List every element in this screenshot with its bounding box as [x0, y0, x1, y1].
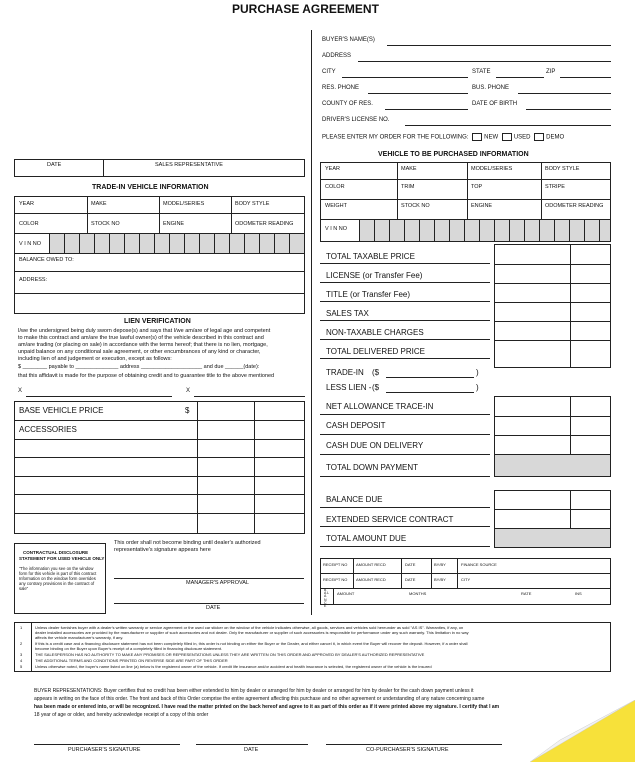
manager-date-label: DATE [206, 605, 221, 611]
net-allowance-label: NET ALLOWANCE TRACE-IN [326, 402, 434, 411]
term-text: dealer installed accessories are provided by the manufacturer or supplier of such accessories and not dealer. Only the manufacturer or supplier of such accessories is responsible for performance under any such warranty. This limitation in no way [35, 630, 469, 635]
cash-due-label: CASH DUE ON DELIVERY [326, 441, 424, 450]
receipts-table [320, 558, 611, 609]
row-line [495, 340, 610, 341]
manager-note: representative's signature appears here [114, 547, 211, 553]
col-line [231, 197, 232, 233]
model-cell[interactable]: MODEL/SERIES [471, 166, 513, 172]
license-fee-label: LICENSE (or Transfer Fee) [326, 271, 423, 280]
odometer-cell[interactable]: ODOMETER READING [545, 203, 604, 209]
tradein-vin-cells[interactable] [49, 234, 304, 253]
cash-deposit-label: CASH DEPOSIT [326, 421, 386, 430]
disclosure-title: CONTRACTUAL DISCLOSURE [23, 550, 89, 555]
sales-tax-label: SALES TAX [326, 309, 369, 318]
manager-signature-line[interactable] [114, 578, 304, 579]
disclosure-line: any contrary provisions in the contract of [19, 581, 95, 586]
row-line [495, 509, 610, 510]
accessories-label: ACCESSORIES [19, 425, 77, 434]
tradein-heading: TRADE-IN VEHICLE INFORMATION [92, 184, 209, 191]
county-field[interactable] [385, 109, 468, 110]
disclosure-subtitle: STATEMENT FOR USED VEHICLE ONLY [19, 556, 105, 561]
order-prompt-row [322, 133, 564, 141]
tradein-amount-field[interactable] [386, 377, 474, 378]
dob-field[interactable] [526, 109, 611, 110]
make-cell[interactable]: MAKE [401, 166, 417, 172]
term-text: THE ADDITIONAL TERMS AND CONDITIONS PRINTED ON REVERSE SIDE ARE PART OF THIS ORDER [35, 658, 228, 663]
lien-line: unpaid balance on any conditional sale agreement, or other encumbrances of any kind or character, [18, 349, 261, 355]
res-phone-field[interactable] [368, 93, 468, 94]
used-checkbox[interactable] [502, 133, 512, 141]
lien-paren: ) [476, 383, 479, 392]
col-line [457, 559, 458, 588]
city-header: CITY [461, 577, 471, 582]
price-amount-box-1[interactable] [494, 244, 611, 368]
disclosure-line: "The information you see on the window [19, 566, 94, 571]
disclosure-line: form for this vehicle is part of this contract [19, 571, 97, 576]
row-line [495, 283, 610, 284]
row-line [320, 476, 490, 477]
sales-rep-label: SALES REPRESENTATIVE [155, 162, 223, 168]
row-line [15, 457, 304, 458]
row-line [495, 264, 610, 265]
tradein-year-cell[interactable]: YEAR [19, 201, 34, 207]
tradein-table [14, 196, 305, 314]
tradein-label: TRADE-IN [326, 368, 364, 377]
term-number: 4 [20, 658, 23, 663]
tradein-address-label[interactable]: ADDRESS: [19, 277, 48, 283]
stripe-cell[interactable]: STRIPE [545, 184, 565, 190]
state-field[interactable] [496, 77, 544, 78]
lien-amount-field[interactable] [386, 392, 474, 393]
page-curl-corner [530, 700, 635, 762]
total-amount-due-label: TOTAL AMOUNT DUE [326, 534, 407, 543]
zip-field[interactable] [560, 77, 611, 78]
license-field[interactable] [405, 125, 611, 126]
tradein-paren: ) [476, 368, 479, 377]
used-label: USED [513, 134, 531, 141]
engine-cell[interactable]: ENGINE [471, 203, 493, 209]
buyer-rep-line: has been made or entered into, or will be recognized. I have read the matter printed on the back hereof and agree to it as part of this order as if it were printed above my signature. I certify that I am [34, 704, 500, 710]
demo-label: DEMO [546, 134, 565, 141]
date-header: DATE [405, 562, 416, 567]
bus-phone-label: BUS. PHONE [472, 85, 510, 91]
amount-recd-header: AMOUNT RECD [356, 562, 386, 567]
license-label: DRIVER'S LICENSE NO. [322, 117, 390, 123]
new-label: NEW [484, 134, 499, 141]
col-line [431, 559, 432, 588]
col-line [353, 559, 354, 588]
tradein-engine-cell[interactable]: ENGINE [163, 221, 185, 227]
lien-heading: LIEN VERIFICATION [124, 318, 191, 325]
city-field[interactable] [342, 77, 468, 78]
less-lien-label: LESS LIEN - [326, 383, 372, 392]
manager-approval-label: MANAGER'S APPROVAL [186, 580, 249, 586]
row-line [320, 301, 490, 302]
amount-header: AMOUNT [337, 591, 355, 596]
purchaser-signature-line[interactable] [34, 744, 180, 745]
zip-label: ZIP [546, 69, 556, 75]
title-fee-label: TITLE (or Transfer Fee) [326, 290, 411, 299]
term-number: 1 [20, 625, 23, 630]
pricing-left-table [14, 401, 305, 534]
tradein-vin-label: V I N NO [19, 241, 42, 247]
copurchaser-signature-label: CO-PURCHASER'S SIGNATURE [366, 747, 449, 753]
term-number: 3 [20, 652, 23, 657]
vehicle-heading: VEHICLE TO BE PURCHASED INFORMATION [378, 151, 529, 158]
total-down-label: TOTAL DOWN PAYMENT [326, 463, 419, 472]
vin-cells[interactable] [359, 220, 610, 241]
row-line [495, 435, 610, 436]
lien-line: $ ________ payable to ______________ address ____________________ and due ______(date): [18, 364, 260, 370]
top-cell[interactable]: TOP [471, 184, 483, 190]
lien-signature-1[interactable] [26, 396, 172, 397]
tradein-color-cell[interactable]: COLOR [19, 221, 39, 227]
term-text: affects the vehicle manufacturer's warranty, if any. [35, 635, 124, 640]
address-field[interactable] [358, 61, 611, 62]
res-phone-label: RES. PHONE [322, 85, 360, 91]
buyer-rep-line: appears in writing on the face of this order. The front and back of this Order comprise the entire agreement affecting this purchase and no other agreement or understanding of any nature concerning same [34, 696, 485, 702]
vin-label: V I N NO [325, 226, 348, 232]
col-line [397, 163, 398, 219]
ins-header: INS [575, 591, 582, 596]
balance-due-label: BALANCE DUE [326, 495, 383, 504]
balance-owed-label[interactable]: BALANCE OWED TO: [19, 257, 74, 263]
buyer-name-label: BUYER'S NAME(S) [322, 37, 375, 43]
finance-source-header: FINANCE SOURCE [461, 562, 497, 567]
term-text: become binding on the Buyer upon Buyer's receipt of a completely filled in financing disclosure statement. [35, 646, 223, 651]
purchaser-signature-label: PURCHASER'S SIGNATURE [68, 747, 141, 753]
row-line [15, 513, 304, 514]
row-line [320, 526, 490, 527]
row-line [320, 414, 490, 415]
row-line [321, 588, 610, 589]
row-line [321, 199, 610, 200]
lien-line: I/we the undersigned being duly sworn depose(s) and says that I/we am/are of legal age and competent [18, 328, 271, 334]
col-line [159, 197, 160, 233]
manager-note: This order shall not become binding until dealer's authorized [114, 540, 261, 546]
lien-line: to make this contract and am/are the true lawful owner(s) of the vehicle described in this contract and [18, 335, 264, 341]
state-label: STATE [472, 69, 491, 75]
row-line [321, 573, 610, 574]
total-down-shaded-cell [495, 455, 610, 476]
col-line [467, 163, 468, 219]
row-line [320, 320, 490, 321]
row-line [15, 253, 304, 254]
term-text: Unless otherwise noted, the buyer's name listed on line (a) below is the registered owner of the vehicle. If credit life insurance and/or accident and health insurance is selected, the registered owner of the vehicle is the insured [35, 664, 432, 669]
by-header: BY/BY [434, 562, 446, 567]
non-taxable-label: NON-TAXABLE CHARGES [326, 328, 424, 337]
term-number: 5 [20, 664, 23, 669]
lien-signature-2[interactable] [194, 396, 305, 397]
tradein-stock-cell[interactable]: STOCK NO [91, 221, 120, 227]
row-line [320, 282, 490, 283]
city-label: CITY [322, 69, 336, 75]
row-line [495, 416, 610, 417]
balance-side-label: B A L A N C E [324, 588, 329, 609]
col-line [87, 197, 88, 233]
tradein-odometer-cell[interactable]: ODOMETER READING [235, 221, 294, 227]
term-text: THE SALESPERSON HAS NO AUTHORITY TO MAKE ANY PROMISES OR REPRESENTATIONS UNLESS THEY ARE WRITTEN ON THIS ORDER AND APPROVED BY DEALER'S AUTHORIZED REPRESENTATIVE [35, 652, 425, 657]
row-line [15, 420, 304, 421]
dollar-sign: $ [185, 406, 190, 415]
lien-line: including lien of and judgement or execution, except as follows: [18, 356, 172, 362]
new-checkbox[interactable] [472, 133, 482, 141]
row-line [495, 321, 610, 322]
col-line [401, 559, 402, 588]
row-line [495, 302, 610, 303]
column-divider [311, 30, 312, 615]
stock-cell[interactable]: STOCK NO [401, 203, 430, 209]
date-label: DATE [47, 162, 62, 168]
col-line [333, 588, 334, 604]
term-text: If this is a credit case and a financing disclosure statement has not been completely filled in, this order is not binding on either the Buyer or the Dealer, and either cancel it, in which event the Buyer will recover the deposit. However, if a order shall [35, 641, 468, 646]
county-label: COUNTY OF RES. [322, 101, 373, 107]
tradein-body-cell[interactable]: BODY STYLE [235, 201, 270, 207]
receipt-no-header-2: RECEIPT NO [323, 577, 348, 582]
row-line [320, 454, 490, 455]
row-line [15, 293, 304, 294]
price-amount-box-2[interactable] [494, 396, 611, 477]
lien-line: that this affidavit is made for the purpose of obtaining credit and to guarantee title to the above mentioned [18, 373, 275, 379]
term-text: Unless dealer furnishes buyer with a dealer's written warranty or service agreement or the used car sticker on the window of the vehicle indicates otherwise, all goods, services and vehicles sold hereunder as sold "AS IS". Warranties, if any, on [35, 625, 464, 630]
year-cell[interactable]: YEAR [325, 166, 340, 172]
date-signature-line[interactable] [196, 744, 308, 745]
base-price-label: BASE VEHICLE PRICE [19, 406, 104, 415]
months-header: MONTHS [409, 591, 427, 596]
divider [103, 160, 104, 176]
order-prompt-label: PLEASE ENTER MY ORDER FOR THE FOLLOWING: [322, 134, 469, 141]
total-due-shaded-cell [495, 529, 610, 547]
date-header-2: DATE [405, 577, 416, 582]
row-line [15, 439, 304, 440]
tradein-model-cell[interactable]: MODEL/SERIES [163, 201, 205, 207]
col-line [541, 163, 542, 219]
lien-line: am/are trading (or placing on sale) in accordance with the terms hereof; that there is no lien, mortgage, [18, 342, 268, 348]
disclosure-line: sale" [19, 586, 29, 591]
tradein-dollar: ($ [372, 368, 380, 377]
row-line [320, 507, 490, 508]
amount-recd-header-2: AMOUNT RECD [356, 577, 386, 582]
extended-service-label: EXTENDED SERVICE CONTRACT [326, 515, 454, 524]
row-line [15, 494, 304, 495]
total-delivered-label: TOTAL DELIVERED PRICE [326, 347, 425, 356]
row-line [321, 179, 610, 180]
row-line [320, 339, 490, 340]
vehicle-table [320, 162, 611, 242]
dob-label: DATE OF BIRTH [472, 101, 518, 107]
tradein-make-cell[interactable]: MAKE [91, 201, 107, 207]
body-style-cell[interactable]: BODY STYLE [545, 166, 580, 172]
by-header-2: BY/BY [434, 577, 446, 582]
disclosure-box [14, 543, 106, 614]
buyer-name-field[interactable] [387, 45, 611, 46]
lien-sign-x-1: X [18, 388, 23, 394]
row-line [320, 434, 490, 435]
row-line [320, 263, 490, 264]
buyer-rep-line: BUYER REPRESENTATIONS: Buyer certifies that no credit has been either extended to him by dealer or arranged for him by dealer or arranged for him by dealer for the cash down payment unless it [34, 688, 474, 694]
date-salesrep-box [14, 159, 305, 177]
rate-header: RATE [521, 591, 532, 596]
terms-box [14, 622, 611, 672]
buyer-rep-line: 18 year of age or older, and hereby acknowledge receipt of a copy of this order [34, 712, 209, 718]
manager-date-line[interactable] [114, 603, 304, 604]
row-line [15, 476, 304, 477]
page-title: PURCHASE AGREEMENT [232, 2, 379, 16]
receipt-no-header: RECEIPT NO [323, 562, 348, 567]
bus-phone-field[interactable] [518, 93, 611, 94]
price-amount-box-3[interactable] [494, 490, 611, 548]
row-line [15, 271, 304, 272]
total-taxable-label: TOTAL TAXABLE PRICE [326, 252, 415, 261]
address-label: ADDRESS [322, 53, 352, 59]
weight-cell[interactable]: WEIGHT [325, 203, 347, 209]
color-cell[interactable]: COLOR [325, 184, 345, 190]
date-signature-label: DATE [244, 747, 259, 753]
row-line [320, 546, 490, 547]
col-line [31, 623, 32, 671]
lien-dollar: ($ [372, 383, 380, 392]
row-line [320, 358, 490, 359]
copurchaser-signature-line[interactable] [326, 744, 502, 745]
trim-cell[interactable]: TRIM [401, 184, 415, 190]
demo-checkbox[interactable] [534, 133, 544, 141]
term-number: 2 [20, 641, 23, 646]
disclosure-line: Information on the window form overrides [19, 576, 96, 581]
lien-sign-x-2: X [186, 388, 191, 394]
